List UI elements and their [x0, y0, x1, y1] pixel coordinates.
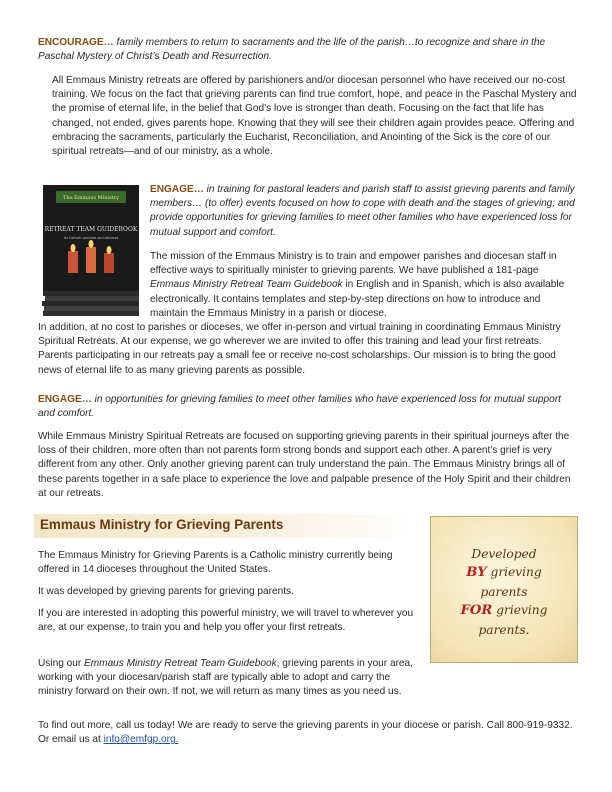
mission-text-before: The mission of the Emmaus Ministry is to train and empower parishes and diocesan staff in effective ways to spiritually minister to grieving parents. We have published a 181-page [150, 251, 557, 277]
encourage-paragraph [38, 36, 578, 64]
email-link[interactable]: info@emfgp.org. [103, 734, 179, 746]
callout-line-4 [431, 601, 577, 620]
engage-text-1: in training for pastoral leaders and parish staff to assist grieving parents and family members… (to offer) events focused on how to cope with death and the stages of grieving; and provide opportunities for grieving families to meet other families who have experienced loss for mutual support and comfort. [150, 184, 575, 238]
contact-paragraph [38, 719, 578, 747]
section-title: Emmaus Ministry for Grieving Parents [40, 517, 284, 532]
section-paragraph-2: It was developed by grieving parents for grieving parents. [38, 586, 294, 597]
encourage-lead: ENCOURAGE… [38, 37, 114, 48]
mission-text-after: in English and in Spanish, which is also available electronically. It contains templates and step-by-step directions on how to introduce and maintain the Emmaus Ministry in a parish or diocese. [150, 279, 565, 319]
engage-lead-2: ENGAGE… [38, 394, 92, 405]
contact-text: To find out more, call us today! We are ready to serve the grieving parents in your diocese or parish. Call 800-919-9332. Or email us at [38, 720, 573, 746]
callout-line-5: parents. [478, 622, 530, 637]
encourage-text: family members to return to sacraments and the life of the parish…to recognize and share in the Paschal Mystery of Christ’s Death and Resurrection. [38, 37, 546, 63]
cover-top-text: The Emmaus Ministry [63, 195, 119, 201]
cover-sub-text: for Catholic parishes and dioceses [63, 236, 119, 240]
mission-guidebook-title: Emmaus Ministry Retreat Team Guidebook [150, 279, 343, 291]
engage-lead-1: ENGAGE… [150, 184, 204, 195]
section-paragraph-3: If you are interested in adopting this powerful ministry, we will travel to wherever you are, at our expense, to train you and help you offer your first retreats. [38, 608, 414, 634]
guidebook-stack-illustration [40, 183, 142, 317]
callout-line-2 [431, 563, 577, 582]
cover-title-text: RETREAT TEAM GUIDEBOOK [44, 226, 138, 233]
developed-by-callout [430, 516, 578, 663]
section-p4-after: , grieving parents in your area, working with your diocesan/parish staff are typically able to adopt and carry the ministry forward on their own. If not, we will return as many times as you need us. [38, 658, 413, 698]
callout-line-1: Developed [471, 547, 537, 561]
guidebook-image [40, 183, 142, 317]
callout-text [431, 545, 577, 639]
callout-line-2-rest: grieving [486, 565, 542, 580]
callout-line-4-rest: grieving [492, 603, 548, 618]
callout-by: BY [466, 565, 487, 581]
section-p4-guidebook-title: Emmaus Ministry Retreat Team Guidebook [84, 658, 277, 669]
training-paragraph: In addition, at no cost to parishes or dioceses, we offer in-person and virtual training in coordinating Emmaus Ministry Spiritual Retreats. At our expense, we go wherever we are invited to offer this training and lead your first retreats. Parents participating in our retreats pay a small fee or receive no-cost scholarships. Our mission is to bring the good news of eternal life to as many grieving parents as possible. [38, 322, 561, 376]
callout-line-3: parents [480, 584, 528, 599]
section-header-bar [34, 514, 414, 538]
retreats-paragraph: All Emmaus Ministry retreats are offered by parishioners and/or diocesan personnel who have received our no-cost training. We focus on the fact that grieving parents can find true comfort, hope, and peace in the Paschal Mystery and the promise of eternal life, in the belief that God’s love is stronger than death. Focusing on the fact that life has changed, not ended, gives parents hope. Knowing that they will see their children again provides peace. Offering and embracing the sacraments, particularly the Eucharist, Reconciliation, and Anointing of the Sick is the core of our spiritual retreats—and of our ministry, as a whole. [52, 75, 577, 158]
callout-for: FOR [460, 603, 493, 619]
engage-families-paragraph [38, 393, 578, 421]
mission-paragraph [150, 250, 578, 321]
focus-paragraph: While Emmaus Ministry Spiritual Retreats are focused on supporting grieving parents in their spiritual journeys after the loss of their children, more often than not parents form strong bonds and support each other. A parent’s grief is very different from any other. Only another grieving parent can truly understand the pain. The Emmaus Ministry brings all of these parents together in a safe place to experience the love and palpable presence of the Holy Spirit and their children at our retreats. [38, 431, 571, 499]
engage-text-2: in opportunities for grieving families to meet other families who have experienced loss for mutual support and comfort. [38, 394, 561, 420]
section-paragraph-1: The Emmaus Ministry for Grieving Parents is a Catholic ministry currently being offered in 14 dioceses throughout the United States. [38, 550, 393, 576]
section-paragraph-4 [38, 657, 423, 700]
engage-training-paragraph [150, 183, 578, 240]
section-p4-before: Using our [38, 658, 85, 669]
